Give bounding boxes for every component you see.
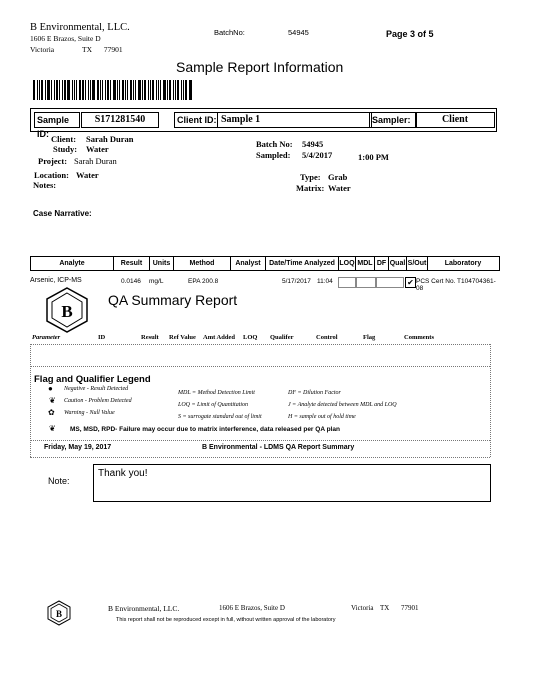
- legend-matrix-note: MS, MSD, RPD- Failure may occur due to matrix interference, data released per QA plan: [70, 426, 340, 433]
- barcode-bar: [152, 80, 154, 100]
- case-narrative-label: Case Narrative:: [33, 209, 92, 218]
- legend-df: DF = Dilution Factor: [288, 390, 341, 396]
- barcode-bar: [189, 80, 192, 100]
- company-block: [30, 22, 130, 55]
- sample-id-label: Sample ID:: [34, 112, 80, 128]
- col-laboratory: Laboratory: [444, 260, 482, 267]
- company-city: Victoria: [30, 45, 55, 54]
- barcode-bar: [100, 80, 101, 100]
- qa-col-ref-value: Ref Value: [169, 334, 196, 341]
- location-label: Location:: [34, 170, 69, 180]
- footer-city: Victoria: [351, 604, 374, 612]
- legend-warning: Warning - Null Value: [64, 410, 115, 416]
- qa-col-parameter: Parameter: [32, 334, 61, 341]
- divider: [30, 366, 490, 367]
- row-units: mg/L: [149, 278, 164, 285]
- type-value: Grab: [328, 172, 348, 182]
- barcode-bar: [59, 80, 60, 100]
- barcode-bar: [185, 80, 187, 100]
- company-address: 1606 E Brazos, Suite D: [30, 34, 101, 43]
- page-title: Sample Report Information: [176, 59, 344, 75]
- divider: [30, 457, 490, 458]
- row-analyte: Arsenic, ICP-MS: [30, 277, 82, 284]
- barcode-bar: [135, 80, 136, 100]
- col-df: DF: [375, 257, 389, 270]
- barcode-bar: [97, 80, 99, 100]
- barcode-bar: [125, 80, 126, 100]
- sampled-date: 5/4/2017: [302, 150, 333, 160]
- barcode-bar: [107, 80, 109, 100]
- barcode-bar: [85, 80, 86, 100]
- sample-id-value: S171281540: [81, 112, 159, 128]
- matrix-label: Matrix:: [296, 183, 325, 193]
- barcode-bar: [113, 80, 116, 100]
- legend-caution: Caution - Problem Detected: [64, 398, 132, 404]
- footer-disclaimer: This report shall not be reproduced except in full, without written approval of the laboratory: [116, 617, 336, 623]
- matrix-value: Water: [328, 183, 351, 193]
- company-name: B Environmental, LLC.: [30, 22, 130, 33]
- col-qual: Qual: [389, 257, 407, 270]
- legend-loq: LOQ = Limit of Quantitation: [178, 402, 249, 408]
- barcode-bar: [67, 80, 70, 100]
- qual-box: [376, 277, 404, 288]
- col-analyst: Analyst: [231, 257, 266, 270]
- notes-label: Notes:: [33, 180, 57, 190]
- barcode-bar: [169, 80, 171, 100]
- barcode-bar: [79, 80, 81, 100]
- barcode-bar: [130, 80, 132, 100]
- barcode-bar: [105, 80, 106, 100]
- barcode-bar: [127, 80, 128, 100]
- barcode-bar: [72, 80, 73, 100]
- barcode-bar: [37, 80, 38, 100]
- col-datetime: Date/Time Analyzed: [266, 257, 339, 270]
- negative-bomb-icon: ●: [48, 384, 53, 393]
- loq-box: [338, 277, 356, 288]
- divider: [30, 440, 490, 441]
- barcode-bar: [33, 80, 35, 100]
- sampled-time: 1:00 PM: [358, 152, 389, 162]
- barcode-bar: [167, 80, 168, 100]
- barcode: [33, 80, 193, 100]
- company-city-line: [30, 44, 130, 55]
- qa-col-loq: LOQ: [243, 334, 258, 341]
- barcode-bar: [62, 80, 63, 100]
- barcode-bar: [64, 80, 66, 100]
- barcode-bar: [41, 80, 43, 100]
- barcode-bar: [133, 80, 134, 100]
- results-table-header: [30, 256, 500, 271]
- legend: [34, 386, 490, 440]
- client-id-label: Client ID:: [174, 112, 218, 128]
- qa-col-flag: Flag: [363, 334, 376, 341]
- legend-j: J = Analyte detected between MDL and LOQ: [288, 402, 397, 408]
- divider: [490, 344, 491, 457]
- barcode-bar: [90, 80, 91, 100]
- barcode-bar: [144, 80, 146, 100]
- batch-label: BatchNo:: [214, 28, 245, 37]
- barcode-bar: [102, 80, 103, 100]
- footer-logo-letter: B: [55, 609, 63, 619]
- page-number: Page 3 of 5: [386, 29, 434, 39]
- barcode-bar: [175, 80, 176, 100]
- mdl-box: [356, 277, 376, 288]
- barcode-bar: [74, 80, 75, 100]
- barcode-bar: [92, 80, 95, 100]
- table-row: [30, 277, 500, 292]
- logo-letter: B: [61, 302, 73, 321]
- company-logo-icon: [44, 286, 90, 334]
- sampler-value: Client: [415, 112, 495, 128]
- checkbox-checked-icon[interactable]: ✔: [405, 277, 416, 288]
- col-sout: S/Out: [407, 257, 428, 270]
- col-result: Result: [114, 257, 150, 270]
- qa-col-comments: Comments: [404, 334, 434, 341]
- summary-label: B Environmental - LDMS QA Report Summary: [202, 444, 355, 451]
- qa-col-qualifer: Qualifer: [270, 334, 294, 341]
- col-mdl: MDL: [356, 257, 375, 270]
- divider: [30, 344, 31, 457]
- col-loq: LOQ: [339, 257, 356, 270]
- client-value: Sarah Duran: [86, 134, 134, 144]
- barcode-bar: [51, 80, 52, 100]
- study-value: Water: [86, 144, 109, 154]
- note-label: Note:: [48, 476, 70, 486]
- footer-address: 1606 E Brazos, Suite D: [219, 604, 285, 612]
- legend-title: Flag and Qualifier Legend: [34, 374, 151, 385]
- barcode-bar: [122, 80, 124, 100]
- summary-date: Friday, May 19, 2017: [44, 444, 112, 451]
- qa-summary-title: QA Summary Report: [108, 292, 238, 308]
- barcode-bar: [45, 80, 46, 100]
- note-text: Thank you!: [98, 468, 148, 479]
- note-box: [93, 464, 491, 502]
- barcode-bar: [117, 80, 118, 100]
- company-state: TX: [82, 45, 92, 54]
- barcode-bar: [76, 80, 77, 100]
- qa-col-control: Control: [316, 334, 338, 341]
- barcode-bar: [173, 80, 174, 100]
- matrix-caution-icon: ❦: [49, 424, 56, 433]
- barcode-bar: [138, 80, 141, 100]
- legend-negative: Negative - Result Detected: [64, 386, 129, 392]
- barcode-bar: [183, 80, 184, 100]
- barcode-bar: [150, 80, 151, 100]
- col-analyte: Analyte: [31, 257, 114, 270]
- row-time: 11:04: [317, 278, 333, 285]
- barcode-bar: [181, 80, 182, 100]
- barcode-bar: [163, 80, 166, 100]
- barcode-bar: [56, 80, 58, 100]
- barcode-bar: [54, 80, 55, 100]
- barcode-bar: [82, 80, 84, 100]
- legend-surrogate: S = surrogate standard out of limit: [178, 414, 262, 420]
- barcode-bar: [110, 80, 111, 100]
- study-label: Study:: [53, 144, 78, 154]
- barcode-bar: [158, 80, 159, 100]
- company-zip: 77901: [103, 45, 123, 54]
- barcode-bar: [156, 80, 157, 100]
- row-method: EPA 200.8: [188, 278, 219, 285]
- batch-no-value: 54945: [302, 139, 324, 149]
- sampled-label: Sampled:: [256, 150, 291, 160]
- batch-value: 54945: [288, 28, 309, 37]
- qa-col-id: ID: [98, 334, 106, 341]
- barcode-bar: [88, 80, 89, 100]
- barcode-bar: [142, 80, 143, 100]
- barcode-bar: [39, 80, 40, 100]
- barcode-bar: [160, 80, 161, 100]
- footer-zip: 77901: [401, 604, 419, 612]
- sample-info: [30, 134, 500, 224]
- divider: [30, 344, 490, 345]
- type-label: Type:: [300, 172, 321, 182]
- row-date: 5/17/2017: [282, 278, 311, 285]
- batch-no-label: Batch No:: [256, 139, 293, 149]
- project-label: Project:: [38, 156, 68, 166]
- client-id-value: Sample 1: [217, 112, 372, 128]
- legend-h: H = sample out of hold time: [288, 414, 356, 420]
- sampler-label: Sampler:: [369, 112, 417, 128]
- barcode-bar: [177, 80, 179, 100]
- footer-state: TX: [380, 604, 390, 612]
- location-value: Water: [76, 170, 99, 180]
- row-result: 0.0146: [121, 278, 141, 285]
- caution-icon: ❦: [49, 396, 56, 405]
- row-laboratory: PCS Cert No. T104704361-08: [416, 278, 496, 292]
- project-value: Sarah Duran: [74, 156, 117, 166]
- footer-logo-icon: [47, 600, 71, 626]
- client-label: Client:: [51, 134, 77, 144]
- legend-mdl: MDL = Method Detection Limit: [178, 390, 255, 396]
- barcode-bar: [47, 80, 50, 100]
- col-method: Method: [174, 257, 231, 270]
- col-units: Units: [150, 257, 174, 270]
- barcode-bar: [119, 80, 120, 100]
- qa-col-result: Result: [141, 334, 159, 341]
- footer-company: B Environmental, LLC.: [108, 604, 180, 613]
- qa-col-amt-added: Amt Added: [203, 334, 235, 341]
- warning-icon: ✿: [48, 408, 55, 417]
- barcode-bar: [148, 80, 149, 100]
